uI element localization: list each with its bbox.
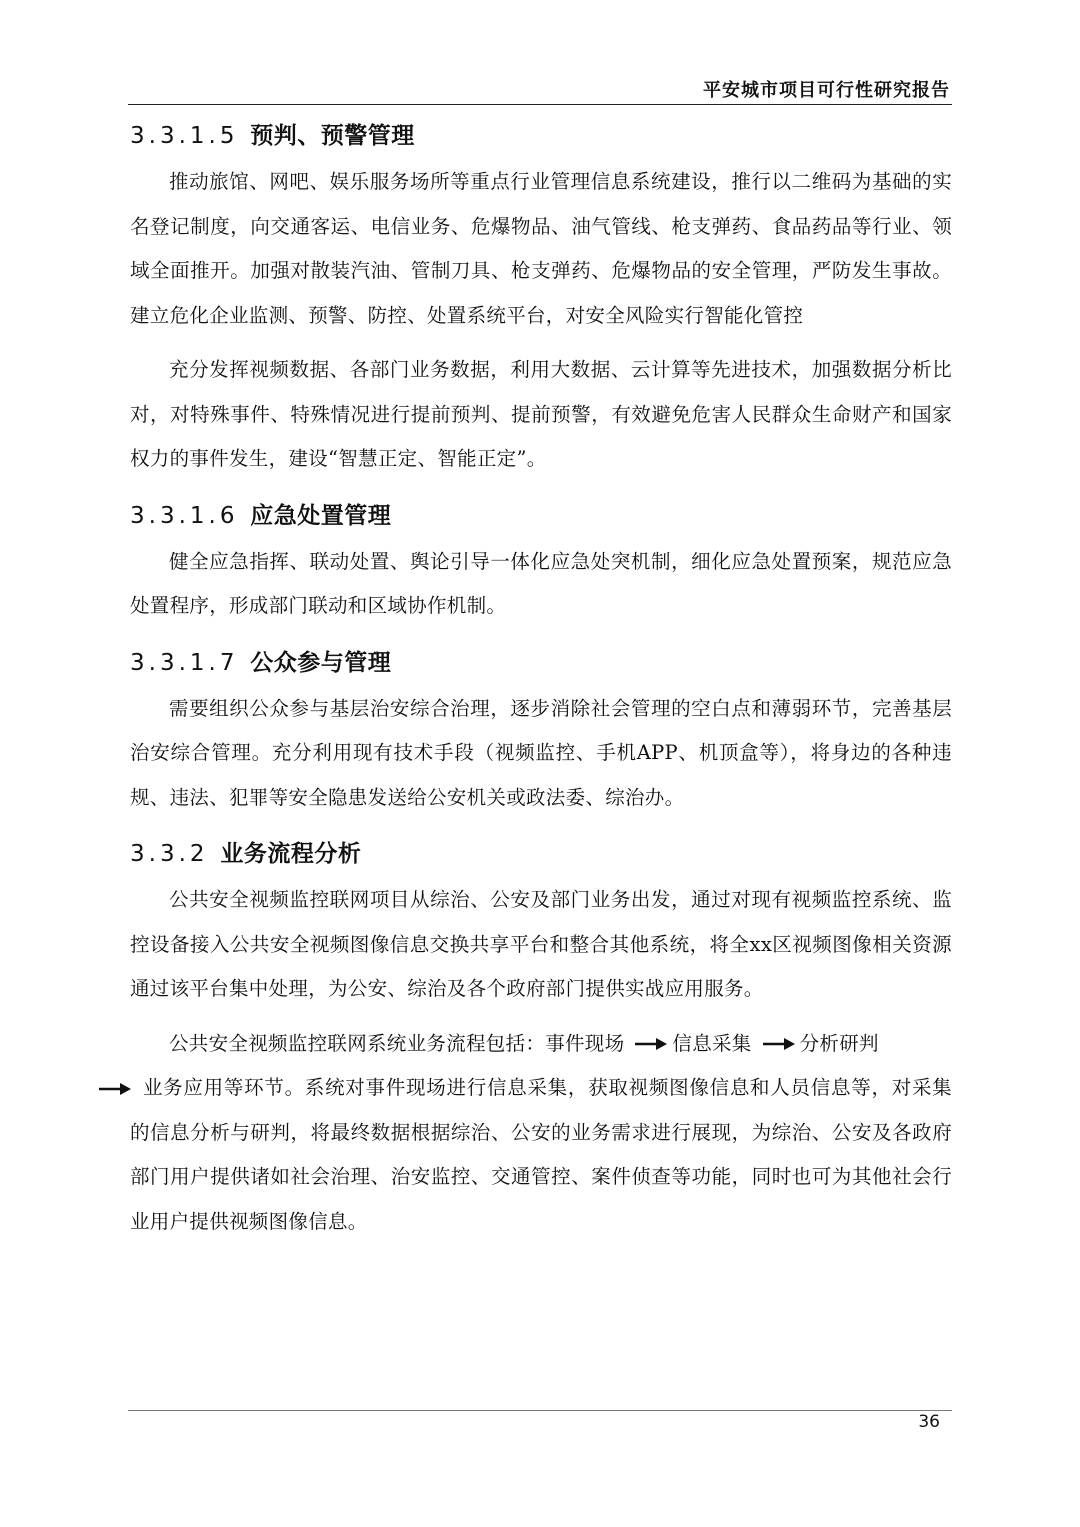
flow-step-analysis: 分析研判 — [799, 1031, 879, 1055]
section-number: 3.3.1.5 — [130, 123, 239, 149]
right-arrow-icon — [762, 1037, 796, 1051]
report-header-title: 平安城市项目可行性研究报告 — [703, 80, 950, 101]
page-number: 36 — [918, 1412, 940, 1432]
section-title: 应急处置管理 — [250, 502, 392, 529]
section-heading-3-3-2 — [130, 830, 952, 878]
section-number: 3.3.1.6 — [130, 502, 239, 529]
section-heading-3-3-1-6 — [130, 492, 952, 540]
footer-divider — [128, 1410, 952, 1411]
section-number: 3.3.2 — [130, 841, 209, 867]
section-heading-3-3-1-7 — [130, 639, 952, 687]
body-paragraph: 健全应急指挥、联动处置、舆论引导一体化应急处突机制，细化应急处置预案，规范应急处置程序，形成部门联动和区域协作机制。 — [130, 549, 952, 617]
right-arrow-icon — [634, 1037, 668, 1051]
section-title: 预判、预警管理 — [250, 123, 415, 149]
body-paragraph: 需要组织公众参与基层治安综合治理，逐步消除社会管理的空白点和薄弱环节，完善基层治安综合管理。充分利用现有技术手段（视频监控、手机APP、机顶盒等），将身边的各种违规、违法、犯罪等安全隐患发送给公安机关或政法委、综治办。 — [130, 696, 952, 809]
body-paragraph: 公共安全视频监控联网项目从综治、公安及部门业务出发，通过对现有视频监控系统、监控设备接入公共安全视频图像信息交换共享平台和整合其他系统，将全xx区视频图像相关资源通过该平台集中处理，为公安、综治及各个政府部门提供实战应用服务。 — [130, 888, 952, 1000]
section-heading-3-3-1-5 — [130, 112, 952, 160]
body-paragraph: 充分发挥视频数据、各部门业务数据，利用大数据、云计算等先进技术，加强数据分析比对，对特殊事件、特殊情况进行提前预判、提前预警，有效避免危害人民群众生命财产和国家权力的事件发生，建设“智慧正定、智能正定”。 — [130, 358, 952, 470]
body-paragraph: 推动旅馆、网吧、娱乐服务场所等重点行业管理信息系统建设，推行以二维码为基础的实名登记制度，向交通客运、电信业务、危爆物品、油气管线、枪支弹药、食品药品等行业、领域全面推开。加强对散装汽油、管制刀具、枪支弹药、危爆物品的安全管理，严防发生事故。建立危化企业监测、预警、防控、处置系统平台，对安全风险实行智能化管控 — [130, 170, 952, 327]
flow-rest-text: 业务应用等环节。系统对事件现场进行信息采集，获取视频图像信息和人员信息等，对采集的信息分析与研判，将最终数据根据综治、公安的业务需求进行展现，为综治、公安及各政府部门用户提供诸如社会治理、治安监控、交通管控、案件侦查等功能，同时也可为其他社会行业用户提供视频图像信息。 — [130, 1076, 952, 1233]
page-content — [130, 112, 952, 1254]
right-arrow-icon — [98, 1082, 132, 1096]
business-flow-paragraph — [130, 1022, 952, 1245]
flow-intro-text: 公共安全视频监控联网系统业务流程包括：事件现场 — [169, 1031, 625, 1055]
flow-step-info-collection: 信息采集 — [672, 1031, 752, 1055]
header-divider — [128, 104, 952, 105]
section-title: 公众参与管理 — [250, 649, 392, 676]
section-title: 业务流程分析 — [220, 841, 362, 867]
section-number: 3.3.1.7 — [130, 649, 239, 676]
